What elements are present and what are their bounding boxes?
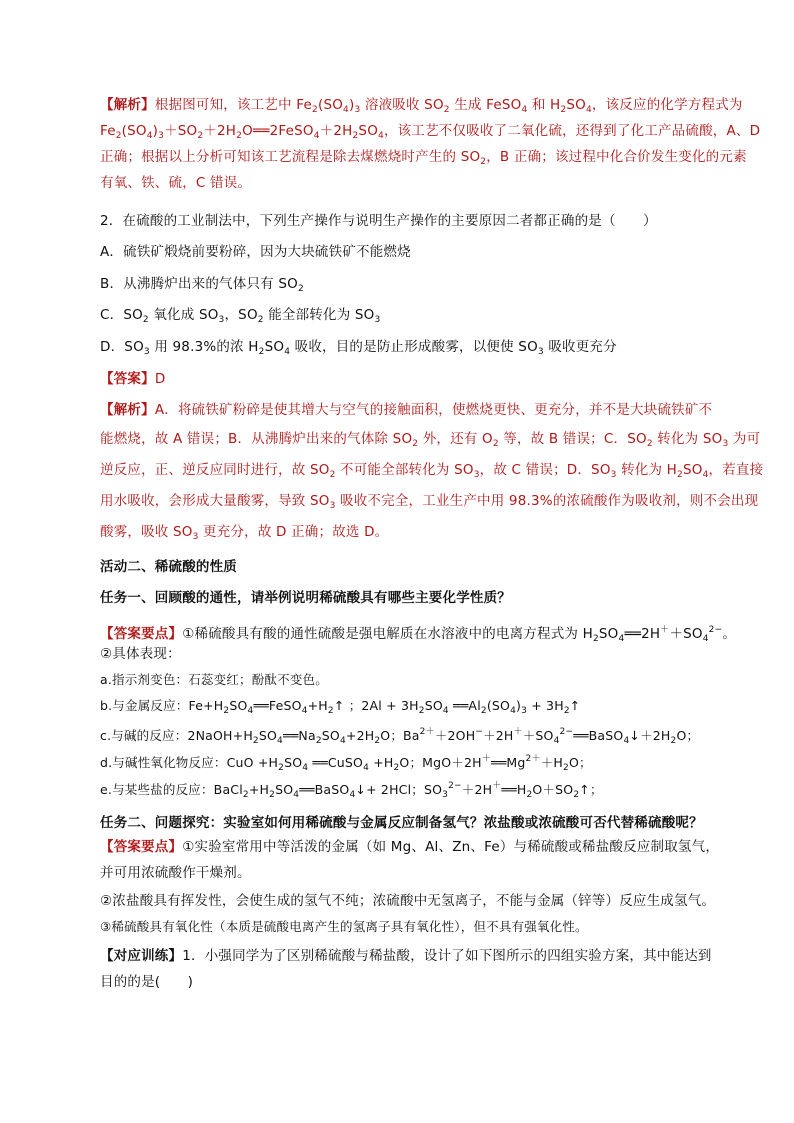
training-line1 bbox=[100, 947, 712, 965]
training-text1: 1．小强同学为了区别稀硫酸与稀盐酸，设计了如下图所示的四组实验方案，其中能达到 bbox=[182, 948, 712, 964]
question2-option-d: D．$SO_3$ 用 98.3%的浓 $H_2SO_4$ 吸收，目的是防止形成酸雾，以便使 $SO_3$ 吸收更充分 bbox=[100, 339, 617, 357]
property-c: c.与碱的反应：$2NaOH+H_2SO_4══Na_2SO_4+2H_2O$；$Ba^{2+}+2OH^-+2H^++SO_4^{2-}══BaSO_4↓+2H_2O$； bbox=[100, 727, 700, 746]
task1-key-line1 bbox=[100, 621, 736, 648]
analysis2-text1: A．将硫铁矿粉碎是使其增大与空气的接触面积，使燃烧更快、更充分，并不是大块硫铁矿不 bbox=[154, 402, 713, 418]
task2-key-line1 bbox=[100, 838, 719, 856]
activity2-title: 活动二、稀硫酸的性质 bbox=[100, 559, 237, 575]
property-a: a.指示剂变色：石蕊变红；酚酞不变色。 bbox=[100, 672, 328, 687]
analysis-tag: 【解析】 bbox=[100, 97, 155, 113]
answer-key-tag: 【答案要点】 bbox=[100, 626, 183, 642]
task1-key-line2: ②具体表现： bbox=[100, 646, 181, 662]
analysis2-line4: 用水吸收，会形成大量酸雾，导致 $SO_3$ 吸收不完全，工业生产中用 98.3%的浓硫酸作为吸收剂，则不会出现 bbox=[100, 493, 759, 511]
analysis1-line3: 正确；根据以上分析可知该工艺流程是除去煤燃烧时产生的 $SO_2$，B 正确；该过程中化合价发生变化的元素 bbox=[100, 149, 747, 167]
analysis1-text1: 根据图可知，该工艺中 $Fe_2(SO_4)_3$ 溶液吸收 $SO_2$ 生成 FeSO$_4$ 和 $H_2SO_4$，该反应的化学方程式为 bbox=[154, 97, 743, 115]
task2-question: 任务二、问题探究：实验室如何用稀硫酸与金属反应制备氢气？浓盐酸或浓硫酸可否代替稀硫酸呢？ bbox=[100, 815, 703, 831]
task1-key-text1: ①稀硫酸具有酸的通性硫酸是强电解质在水溶液中的电离方程式为 $H_2SO_4══2H^++SO_4^{2-}$。 bbox=[182, 625, 737, 644]
analysis2-line5: 酸雾，吸收 $SO_3$ 更充分，故 D 正确；故选 D。 bbox=[100, 524, 389, 542]
task2-key-text1: ①实验室常用中等活泼的金属（如 Mg、Al、Zn、Fe）与稀硫酸或稀盐酸反应制取氢气， bbox=[182, 839, 720, 855]
analysis1-line2: $Fe_2(SO_4)_3+SO_2+2H_2O══2FeSO_4+2H_2SO_4$，该工艺不仅吸收了二氧化硫，还得到了化工产品硫酸，A、D bbox=[100, 123, 761, 141]
answer2-value: D bbox=[154, 371, 166, 387]
question2-option-a: A．硫铁矿煅烧前要粉碎，因为大块硫铁矿不能燃烧 bbox=[100, 244, 411, 260]
training-line2: 目的的是( ) bbox=[100, 974, 194, 990]
analysis2-line3: 逆反应，正、逆反应同时进行，故 $SO_2$ 不可能全部转化为 $SO_3$，故 C 错误；D．$SO_3$ 转化为 $H_2SO_4$，若直接 bbox=[100, 462, 764, 480]
answer2-line bbox=[100, 370, 165, 388]
analysis1-line4: 有氧、铁、硫，C 错误。 bbox=[100, 175, 252, 191]
question2-option-c: C．$SO_2$ 氧化成 $SO_3$，$SO_2$ 能全部转化为 $SO_3$ bbox=[100, 307, 381, 325]
task1-question: 任务一、回顾酸的通性，请举例说明稀硫酸具有哪些主要化学性质？ bbox=[100, 590, 511, 606]
task2-key-line4: ③稀硫酸具有氧化性（本质是硫酸电离产生的氢离子具有氧化性），但不具有强氧化性。 bbox=[100, 919, 588, 934]
answer-tag: 【答案】 bbox=[100, 371, 155, 387]
question2-option-b: B．从沸腾炉出来的气体只有 $SO_2$ bbox=[100, 276, 304, 294]
task2-key-line3: ②浓盐酸具有挥发性，会使生成的氢气不纯；浓硫酸中无氢离子，不能与金属（锌等）反应生成氢气。 bbox=[100, 893, 716, 909]
property-e: e.与某些盐的反应：$BaCl_2+H_2SO_4══BaSO_4↓+ 2HCl$；$SO_3^{2-}+2H^+══H_2O+SO_2↑$； bbox=[100, 781, 603, 800]
analysis1-line1 bbox=[100, 96, 743, 119]
training-tag: 【对应训练】 bbox=[100, 948, 183, 964]
task2-key-line2: 并可用浓硫酸作干燥剂。 bbox=[100, 865, 251, 881]
question2-stem: 2．在硫酸的工业制法中，下列生产操作与说明生产操作的主要原因二者都正确的是（ ） bbox=[100, 213, 657, 229]
analysis2-line2: 能燃烧，故 A 错误；B．从沸腾炉出来的气体除 $SO_2$ 外，还有 $O_2$ 等，故 B 错误；C．$SO_2$ 转化为 $SO_3$ 为可 bbox=[100, 431, 761, 449]
analysis2-line1 bbox=[100, 401, 712, 419]
property-b: b.与金属反应：$Fe+H_2SO_4══FeSO_4+H_2↑$ ；$2Al + 3H_2SO_4$ $══Al_2(SO_4)_3$ + $3H_2↑$ bbox=[100, 698, 581, 716]
answer-key-tag: 【答案要点】 bbox=[100, 839, 183, 855]
analysis-tag: 【解析】 bbox=[100, 402, 155, 418]
property-d: d.与碱性氧化物反应：CuO $+H_2SO_4$ ══CuSO$_4$ $+H_2O$；$MgO+2H^+══Mg^{2+}+H_2O$； bbox=[100, 754, 592, 773]
